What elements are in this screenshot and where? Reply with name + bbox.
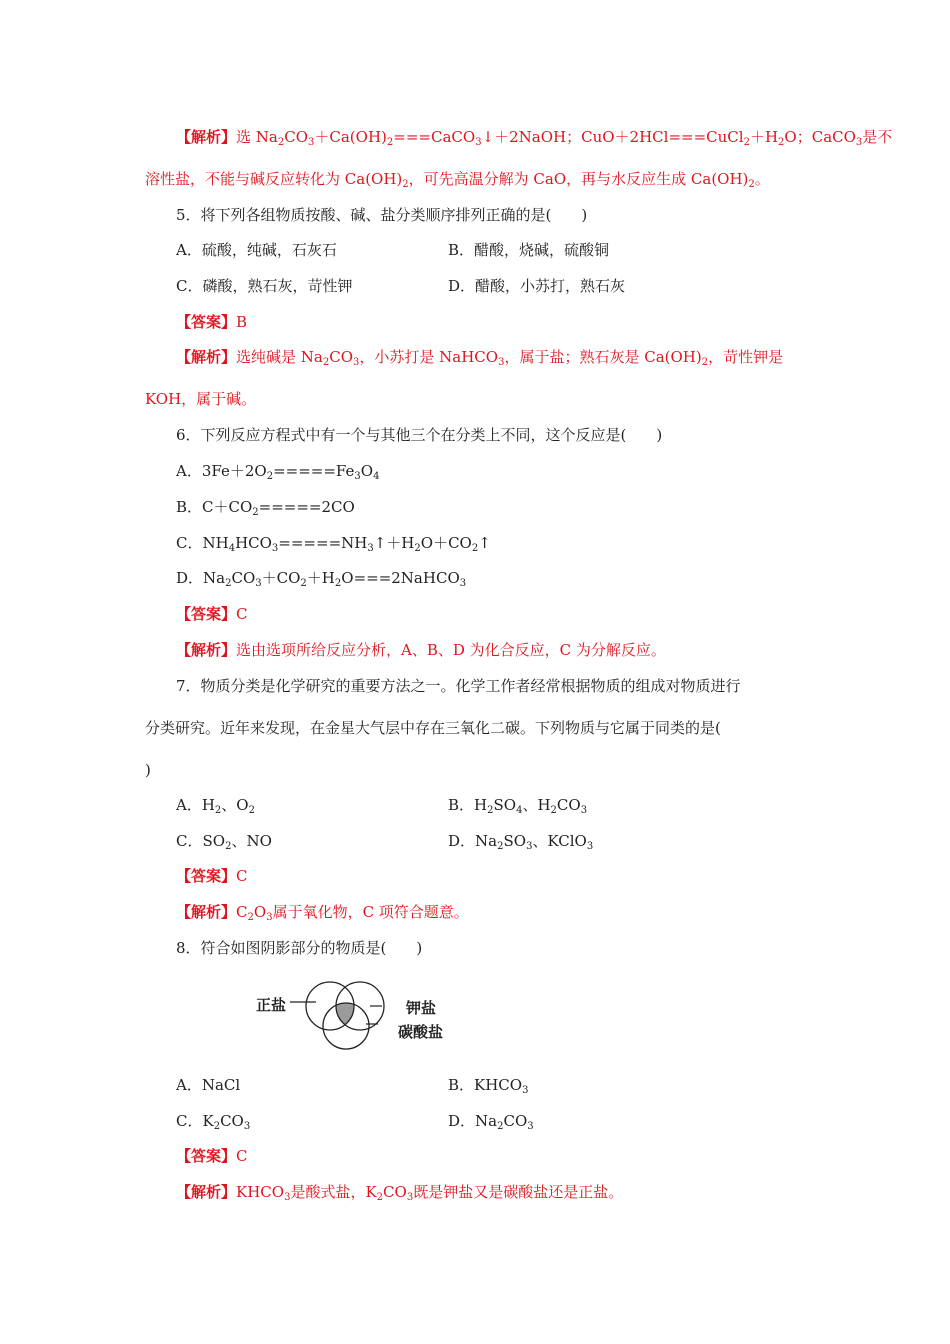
q5-option-c: C．磷酸，熟石灰，苛性钾	[176, 277, 353, 295]
q7-answer: 【答案】C	[176, 867, 248, 885]
q5-option-d: D．醋酸，小苏打，熟石灰	[448, 277, 626, 295]
q7-explanation: 【解析】$C_2O_3$属于氧化物，C 项符合题意。	[176, 903, 469, 923]
q5-explanation-line1: 【解析】选纯碱是 $Na_2CO_3$，小苏打是 NaHCO$_3$，属于盐；熟石灰是 $Ca(OH)_2$，苛性钾是	[176, 348, 784, 368]
q7-stem-line1: 7．物质分类是化学研究的重要方法之一。化学工作者经常根据物质的组成对物质进行	[176, 677, 741, 695]
q6-option-a: A．$3Fe+2O_2=====Fe_3O_4$	[176, 462, 380, 482]
q8-answer: 【答案】C	[176, 1147, 248, 1165]
q6-option-b: B．$C+CO_2=====2CO$	[176, 498, 355, 518]
q6-stem: 6．下列反应方程式中有一个与其他三个在分类上不同，这个反应是( )	[176, 426, 663, 444]
q7-stem-line2: 分类研究。近年来发现，在金星大气层中存在三氧化二碳。下列物质与它属于同类的是(	[145, 719, 721, 737]
q5-stem: 5．将下列各组物质按酸、碱、盐分类顺序排列正确的是( )	[176, 206, 588, 224]
q7-option-c: C．$SO_2$、NO	[176, 832, 272, 852]
q7-option-d: D．$Na_2SO_3$、KClO$_3$	[448, 832, 594, 852]
q7-option-a: A．$H_2$、$O_2$	[176, 796, 255, 816]
q8-option-b: B．$KHCO_3$	[448, 1076, 529, 1096]
q6-option-c: C．$NH_4HCO_3=====NH_3↑+H_2O+CO_2↑$	[176, 534, 491, 554]
q8-option-a: A．NaCl	[176, 1076, 241, 1094]
q8-explanation: 【解析】$KHCO_3$是酸式盐，$K_2CO_3$既是钾盐又是碳酸盐还是正盐。	[176, 1183, 624, 1203]
q5-option-b: B．醋酸，烧碱，硫酸铜	[448, 241, 610, 259]
label-zhengyan: 正盐	[256, 996, 287, 1014]
q8-stem: 8．符合如图阴影部分的物质是( )	[176, 939, 423, 957]
label-tansuanyan: 碳酸盐	[398, 1023, 444, 1041]
label-jiayan: 钾盐	[406, 999, 437, 1017]
q5-explanation-line2: KOH，属于碱。	[145, 390, 257, 408]
q6-answer: 【答案】C	[176, 605, 248, 623]
q5-answer: 【答案】B	[176, 313, 248, 331]
q5-option-a: A．硫酸，纯碱，石灰石	[176, 241, 337, 259]
q6-option-d: D．$Na_2CO_3+CO_2+H_2O===2NaHCO_3$	[176, 569, 467, 589]
q8-option-d: D．$Na_2CO_3$	[448, 1112, 534, 1132]
q7-option-b: B．$H_2SO_4$、$H_2CO_3$	[448, 796, 588, 816]
q4-explanation-line2: 溶性盐，不能与碱反应转化为 $Ca(OH)_2$，可先高温分解为 CaO，再与水反应生成 $Ca(OH)_2$。	[145, 170, 770, 190]
q4-explanation-line1: 【解析】选 $Na_2CO_3+Ca(OH)_2===CaCO_3↓+2NaOH$；$CuO+2HCl===CuCl_2+H_2O$；CaCO$_3$是不	[176, 128, 893, 148]
q7-stem-line3: )	[145, 761, 151, 779]
q8-option-c: C．$K_2CO_3$	[176, 1112, 251, 1132]
venn-diagram	[250, 978, 460, 1056]
explanation-tag: 【解析】	[176, 128, 237, 146]
q6-explanation: 【解析】选由选项所给反应分析，A、B、D 为化合反应，C 为分解反应。	[176, 641, 666, 659]
